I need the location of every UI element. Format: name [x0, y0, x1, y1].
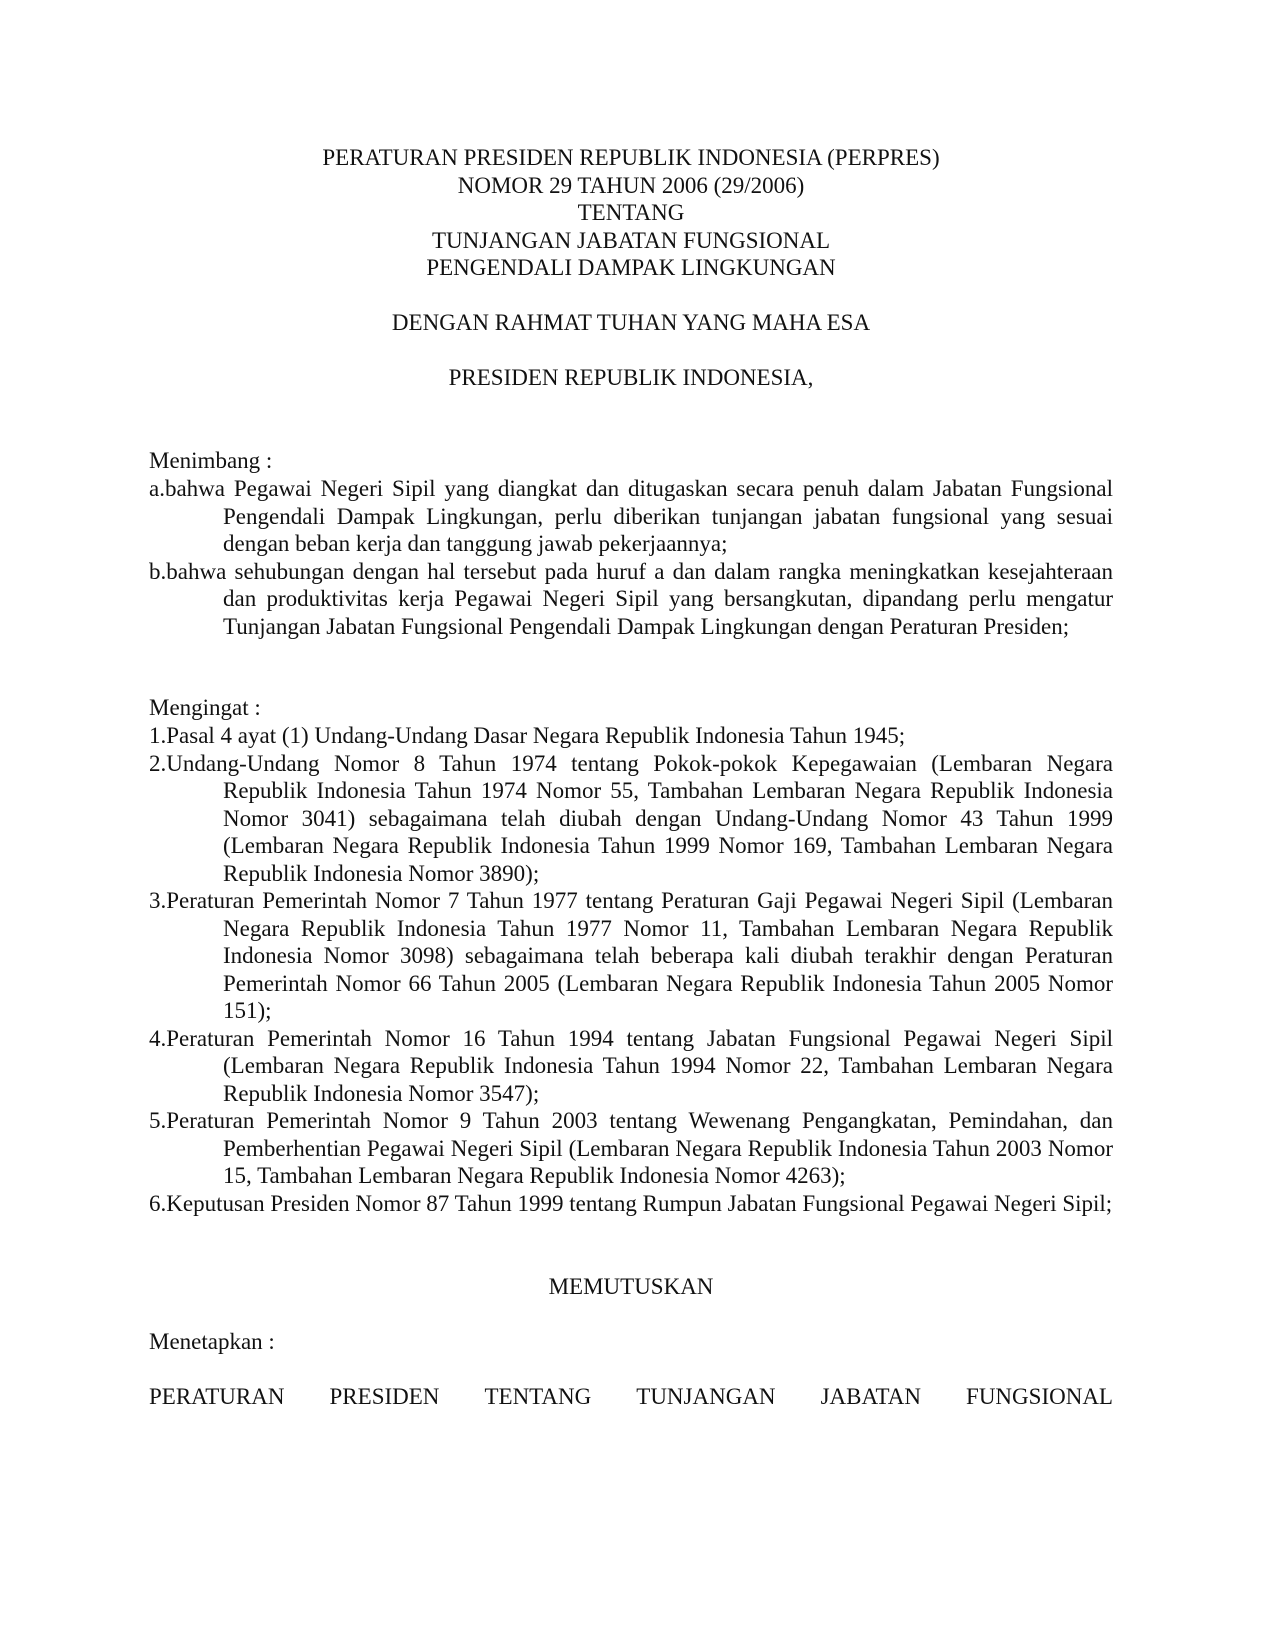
invocation: DENGAN RAHMAT TUHAN YANG MAHA ESA — [391, 310, 871, 335]
document-title — [149, 144, 1113, 282]
mengingat-item-3: 3.Peraturan Pemerintah Nomor 7 Tahun 1977 tentang Peraturan Gaji Pegawai Negeri Sipil (Lembaran Negara Republik Indonesia Tahun 1977 Nomor 11, Tambahan Lembaran Negara Republik Indonesia Nomor 3098) sebagaimana telah beberapa kali diubah terakhir dengan Peraturan Pemerintah Nomor 66 Tahun 2005 (Lembaran Negara Republik Indonesia Tahun 2005 Nomor 151); — [149, 888, 1113, 1023]
menetapkan-word: TENTANG — [484, 1384, 592, 1409]
title-line-about: TENTANG — [577, 200, 685, 225]
mengingat-label: Mengingat : — [149, 695, 261, 720]
mengingat-item-4: 4.Peraturan Pemerintah Nomor 16 Tahun 1994 tentang Jabatan Fungsional Pegawai Negeri Sipil (Lembaran Negara Republik Indonesia Tahun 1994 Nomor 22, Tambahan Lembaran Negara Republik Indonesia Nomor 3547); — [149, 1025, 1113, 1106]
mengingat-item-1: 1.Pasal 4 ayat (1) Undang-Undang Dasar Negara Republik Indonesia Tahun 1945; — [149, 723, 906, 748]
menetapkan-word: PRESIDEN — [329, 1384, 440, 1409]
menimbang-label: Menimbang : — [149, 448, 273, 473]
menimbang-item-a: a.bahwa Pegawai Negeri Sipil yang diangkat dan ditugaskan secara penuh dalam Jabatan Fungsional Pengendali Dampak Lingkungan, perlu diberikan tunjangan jabatan fungsional yang sesuai dengan beban kerja dan tanggung jawab pekerjaannya; — [149, 476, 1113, 556]
menimbang-list — [149, 475, 1113, 640]
title-line-number: NOMOR 29 TAHUN 2006 (29/2006) — [457, 172, 805, 198]
menetapkan-word: PERATURAN — [149, 1384, 285, 1409]
menetapkan-title-line — [149, 1383, 1113, 1411]
mengingat-item-6: 6.Keputusan Presiden Nomor 87 Tahun 1999 tentang Rumpun Jabatan Fungsional Pegawai Negeri Sipil; — [149, 1190, 1113, 1216]
menetapkan-word: TUNJANGAN — [636, 1384, 776, 1409]
menetapkan-label: Menetapkan : — [149, 1329, 275, 1354]
title-line-regulation: PERATURAN PRESIDEN REPUBLIK INDONESIA (PERPRES) — [322, 145, 940, 170]
title-line-subject-2: PENGENDALI DAMPAK LINGKUNGAN — [426, 255, 836, 280]
mengingat-item-5: 5.Peraturan Pemerintah Nomor 9 Tahun 2003 tentang Wewenang Pengangkatan, Pemindahan, dan Pemberhentian Pegawai Negeri Sipil (Lembaran Negara Republik Indonesia Tahun 2003 Nomor 15, Tambahan Lembaran Negara Republik Indonesia Nomor 4263); — [149, 1108, 1113, 1188]
menetapkan-word: JABATAN — [820, 1384, 921, 1409]
menetapkan-word: FUNGSIONAL — [966, 1384, 1113, 1409]
mengingat-list — [149, 722, 1113, 1217]
menimbang-item-b: b.bahwa sehubungan dengan hal tersebut pada huruf a dan dalam rangka meningkatkan kesejahteraan dan produktivitas kerja Pegawai Negeri Sipil yang bersangkutan, dipandang perlu mengatur Tunjangan Jabatan Fungsional Pengendali Dampak Lingkungan dengan Peraturan Presiden; — [149, 558, 1113, 639]
memutuskan-heading: MEMUTUSKAN — [548, 1274, 714, 1299]
president-heading: PRESIDEN REPUBLIK INDONESIA, — [448, 365, 814, 390]
mengingat-item-2: 2.Undang-Undang Nomor 8 Tahun 1974 tentang Pokok-pokok Kepegawaian (Lembaran Negara Republik Indonesia Tahun 1974 Nomor 55, Tambahan Lembaran Negara Republik Indonesia Nomor 3041) sebagaimana telah diubah dengan Undang-Undang Nomor 43 Tahun 1999 (Lembaran Negara Republik Indonesia Tahun 1999 Nomor 169, Tambahan Lembaran Negara Republik Indonesia Nomor 3890); — [149, 750, 1113, 886]
title-line-subject-1: TUNJANGAN JABATAN FUNGSIONAL — [431, 227, 831, 253]
